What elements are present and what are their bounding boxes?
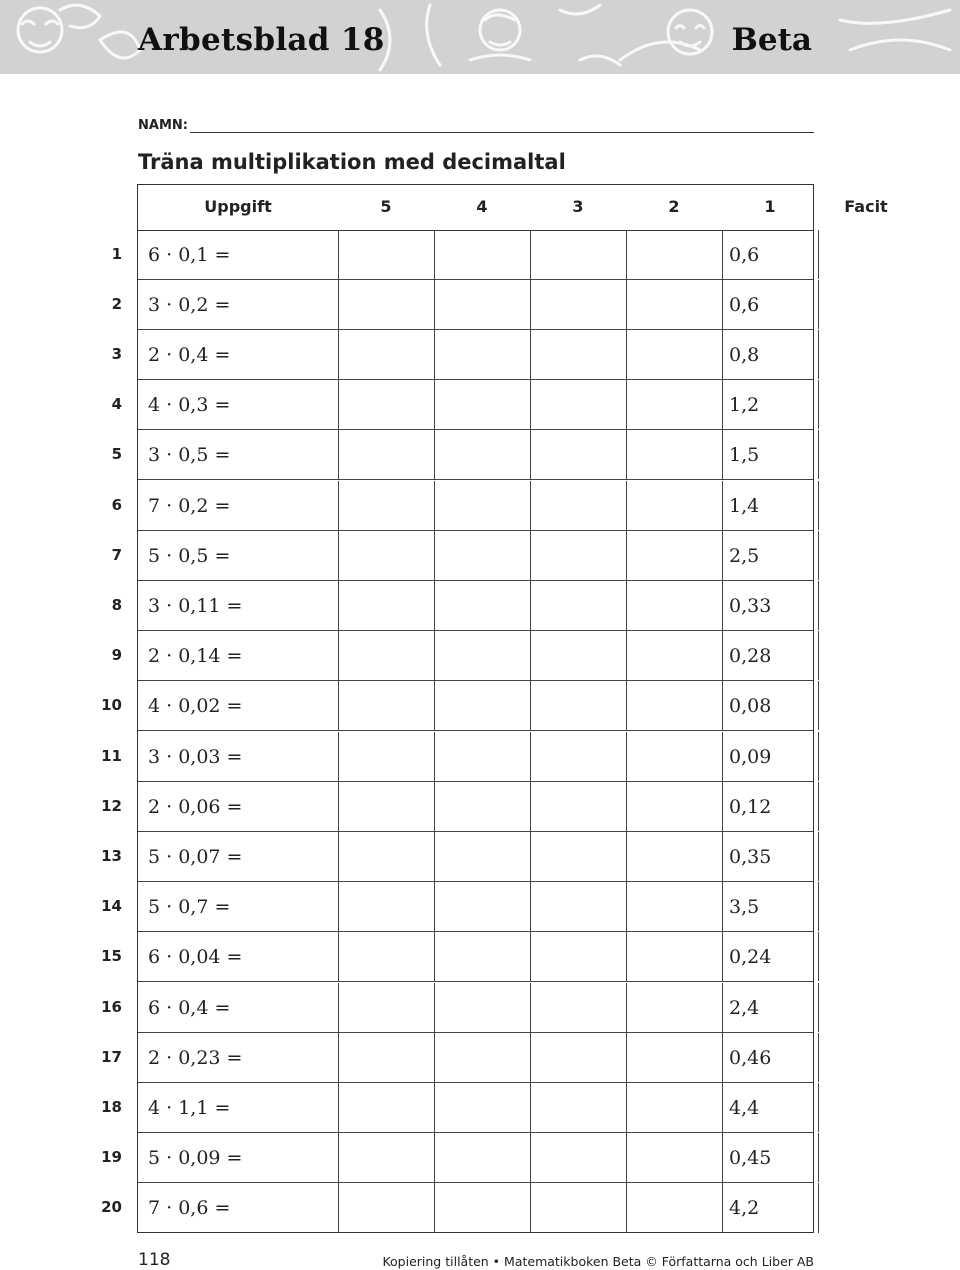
- score-cell: [434, 380, 530, 429]
- answer-cell: [818, 832, 914, 881]
- score-cell: [530, 983, 626, 1032]
- score-cell: [434, 882, 530, 931]
- facit-answer: 3,5: [729, 896, 760, 919]
- score-cell: [338, 932, 434, 981]
- row-number: 9: [111, 646, 122, 665]
- score-cell: [338, 280, 434, 329]
- header-cell: Uppgift: [204, 197, 272, 216]
- problem-expression: 7 · 0,2 =: [148, 494, 231, 517]
- problem-expression: 3 · 0,11 =: [148, 594, 243, 617]
- score-cell: [530, 832, 626, 881]
- score-cell: [626, 932, 722, 981]
- problem-expression: 3 · 0,03 =: [148, 745, 243, 768]
- score-cell: [338, 1083, 434, 1132]
- problem-expression: 7 · 0,6 =: [148, 1197, 231, 1220]
- answer-cell: [818, 230, 914, 279]
- table-row: [138, 782, 813, 832]
- table-row: [138, 983, 813, 1033]
- facit-answer: 4,4: [729, 1096, 760, 1119]
- problem-expression: 3 · 0,2 =: [148, 293, 231, 316]
- problem-expression: 6 · 0,4 =: [148, 996, 231, 1019]
- table-row: [138, 681, 813, 731]
- answer-cell: [818, 983, 914, 1032]
- score-cell: [338, 832, 434, 881]
- table-row: [138, 430, 813, 480]
- score-cell: [338, 581, 434, 630]
- score-cell: [626, 481, 722, 530]
- table-row: [138, 882, 813, 932]
- score-cell: [434, 631, 530, 680]
- problem-expression: 5 · 0,09 =: [148, 1147, 243, 1170]
- facit-answer: 0,24: [729, 946, 772, 969]
- table-row: [138, 481, 813, 531]
- answer-cell: [818, 1133, 914, 1182]
- answer-cell: [818, 1033, 914, 1082]
- score-cell: [434, 782, 530, 831]
- score-cell: [626, 681, 722, 730]
- score-cell: [434, 1133, 530, 1182]
- answer-cell: [818, 481, 914, 530]
- table-row: [138, 280, 813, 330]
- score-cell: [338, 732, 434, 781]
- header-cell: Facit: [844, 197, 888, 216]
- facit-answer: 0,28: [729, 645, 772, 668]
- table-row: [138, 330, 813, 380]
- facit-answer: 0,45: [729, 1147, 772, 1170]
- answer-cell: [818, 330, 914, 379]
- table-row: [138, 932, 813, 982]
- answer-cell: [818, 1183, 914, 1233]
- facit-answer: 2,5: [729, 544, 760, 567]
- score-cell: [434, 430, 530, 479]
- answer-cell: [818, 932, 914, 981]
- problem-expression: 4 · 1,1 =: [148, 1096, 231, 1119]
- problem-expression: 5 · 0,5 =: [148, 544, 231, 567]
- score-cell: [626, 983, 722, 1032]
- problem-expression: 2 · 0,23 =: [148, 1046, 243, 1069]
- answer-cell: [818, 1083, 914, 1132]
- problem-expression: 5 · 0,07 =: [148, 845, 243, 868]
- problem-expression: 4 · 0,02 =: [148, 695, 243, 718]
- row-number: 20: [101, 1198, 122, 1217]
- score-cell: [626, 1133, 722, 1182]
- score-cell: [530, 481, 626, 530]
- answer-cell: [818, 681, 914, 730]
- problem-expression: 5 · 0,7 =: [148, 896, 231, 919]
- score-cell: [530, 882, 626, 931]
- score-cell: [338, 1133, 434, 1182]
- row-number: 7: [111, 545, 122, 564]
- score-cell: [338, 782, 434, 831]
- score-cell: [530, 1083, 626, 1132]
- table-row: [138, 732, 813, 782]
- row-number: 1: [111, 244, 122, 263]
- score-cell: [530, 330, 626, 379]
- problem-expression: 2 · 0,14 =: [148, 645, 243, 668]
- table-row: [138, 631, 813, 681]
- score-cell: [338, 631, 434, 680]
- row-number: 10: [101, 696, 122, 715]
- table-row: [138, 832, 813, 882]
- score-cell: [434, 832, 530, 881]
- row-number: 6: [111, 495, 122, 514]
- score-cell: [434, 230, 530, 279]
- score-cell: [338, 1033, 434, 1082]
- score-cell: [338, 430, 434, 479]
- score-cell: [338, 983, 434, 1032]
- facit-answer: 0,35: [729, 845, 772, 868]
- score-cell: [338, 481, 434, 530]
- problem-expression: 6 · 0,04 =: [148, 946, 243, 969]
- score-cell: [530, 1033, 626, 1082]
- score-cell: [530, 230, 626, 279]
- score-cell: [434, 481, 530, 530]
- score-cell: [626, 330, 722, 379]
- score-cell: [434, 1183, 530, 1233]
- table-row: [138, 380, 813, 430]
- table-row: [138, 1083, 813, 1133]
- row-number: 14: [101, 897, 122, 916]
- score-cell: [530, 430, 626, 479]
- facit-answer: 0,8: [729, 343, 760, 366]
- score-cell: [338, 681, 434, 730]
- header-cell: 4: [476, 197, 488, 216]
- header-cell: 3: [572, 197, 584, 216]
- table-row: [138, 581, 813, 631]
- row-number: 11: [101, 746, 122, 765]
- facit-answer: 1,4: [729, 494, 760, 517]
- score-cell: [626, 832, 722, 881]
- score-cell: [434, 1033, 530, 1082]
- score-cell: [338, 230, 434, 279]
- table-row: [138, 531, 813, 581]
- row-number: 12: [101, 796, 122, 815]
- score-cell: [434, 330, 530, 379]
- score-cell: [434, 1083, 530, 1132]
- name-row: [138, 118, 814, 136]
- row-number: 8: [111, 595, 122, 614]
- copyright-footer: Kopiering tillåten • Matematikboken Beta © Författarna och Liber AB: [382, 1254, 814, 1269]
- answer-cell: [818, 732, 914, 781]
- score-cell: [530, 380, 626, 429]
- score-cell: [530, 1133, 626, 1182]
- score-cell: [626, 531, 722, 580]
- problem-expression: 2 · 0,4 =: [148, 343, 231, 366]
- row-number: 4: [111, 395, 122, 414]
- row-number: 18: [101, 1097, 122, 1116]
- table-row: [138, 1133, 813, 1183]
- score-cell: [626, 581, 722, 630]
- score-cell: [626, 430, 722, 479]
- answer-cell: [818, 280, 914, 329]
- answer-cell: [818, 631, 914, 680]
- answer-cell: [818, 531, 914, 580]
- facit-answer: 0,08: [729, 695, 772, 718]
- worksheet-title: Arbetsblad 18: [138, 22, 385, 58]
- score-cell: [434, 983, 530, 1032]
- row-number: 19: [101, 1148, 122, 1167]
- score-cell: [338, 531, 434, 580]
- header-cell: 5: [380, 197, 392, 216]
- score-cell: [530, 531, 626, 580]
- facit-answer: 0,6: [729, 293, 760, 316]
- row-number: 3: [111, 344, 122, 363]
- score-cell: [530, 932, 626, 981]
- score-cell: [626, 1183, 722, 1233]
- problem-expression: 3 · 0,5 =: [148, 444, 231, 467]
- score-cell: [530, 732, 626, 781]
- score-cell: [626, 782, 722, 831]
- page-heading: Träna multiplikation med decimaltal: [138, 150, 566, 174]
- table-row: [138, 1183, 813, 1233]
- score-cell: [338, 330, 434, 379]
- score-cell: [434, 681, 530, 730]
- answer-cell: [818, 380, 914, 429]
- facit-answer: 0,6: [729, 243, 760, 266]
- score-cell: [530, 1183, 626, 1233]
- problem-expression: 2 · 0,06 =: [148, 795, 243, 818]
- facit-answer: 0,46: [729, 1046, 772, 1069]
- header-banner: [0, 0, 960, 74]
- table-row: [138, 1033, 813, 1083]
- score-cell: [530, 681, 626, 730]
- score-cell: [338, 882, 434, 931]
- table-row: [138, 230, 813, 280]
- score-cell: [530, 581, 626, 630]
- answer-cell: [818, 581, 914, 630]
- score-cell: [626, 1033, 722, 1082]
- score-cell: [434, 531, 530, 580]
- score-cell: [434, 280, 530, 329]
- score-cell: [626, 732, 722, 781]
- score-cell: [530, 782, 626, 831]
- row-number: 2: [111, 294, 122, 313]
- book-brand: Beta: [731, 22, 812, 58]
- facit-answer: 0,09: [729, 745, 772, 768]
- score-cell: [434, 932, 530, 981]
- name-label: NAMN:: [138, 118, 188, 133]
- row-number: 16: [101, 997, 122, 1016]
- score-cell: [338, 1183, 434, 1233]
- answer-cell: [818, 782, 914, 831]
- row-number: 17: [101, 1047, 122, 1066]
- score-cell: [338, 380, 434, 429]
- score-cell: [626, 631, 722, 680]
- problem-expression: 6 · 0,1 =: [148, 243, 231, 266]
- row-number: 13: [101, 846, 122, 865]
- score-cell: [434, 581, 530, 630]
- answer-cell: [818, 430, 914, 479]
- problem-expression: 4 · 0,3 =: [148, 394, 231, 417]
- name-writing-line: [190, 132, 814, 133]
- score-cell: [626, 1083, 722, 1132]
- score-cell: [626, 380, 722, 429]
- table-header: [138, 185, 888, 231]
- row-number: 15: [101, 947, 122, 966]
- page-number: 118: [138, 1250, 171, 1270]
- score-cell: [530, 280, 626, 329]
- score-cell: [626, 882, 722, 931]
- facit-answer: 2,4: [729, 996, 760, 1019]
- facit-answer: 0,33: [729, 594, 772, 617]
- facit-answer: 1,5: [729, 444, 760, 467]
- row-number: 5: [111, 445, 122, 464]
- facit-answer: 1,2: [729, 394, 760, 417]
- score-cell: [434, 732, 530, 781]
- score-cell: [626, 280, 722, 329]
- header-cell: 2: [668, 197, 680, 216]
- facit-answer: 0,12: [729, 795, 772, 818]
- score-cell: [626, 230, 722, 279]
- answer-cell: [818, 882, 914, 931]
- header-cell: 1: [764, 197, 776, 216]
- exercise-table: [137, 184, 888, 1233]
- score-cell: [530, 631, 626, 680]
- facit-answer: 4,2: [729, 1197, 760, 1220]
